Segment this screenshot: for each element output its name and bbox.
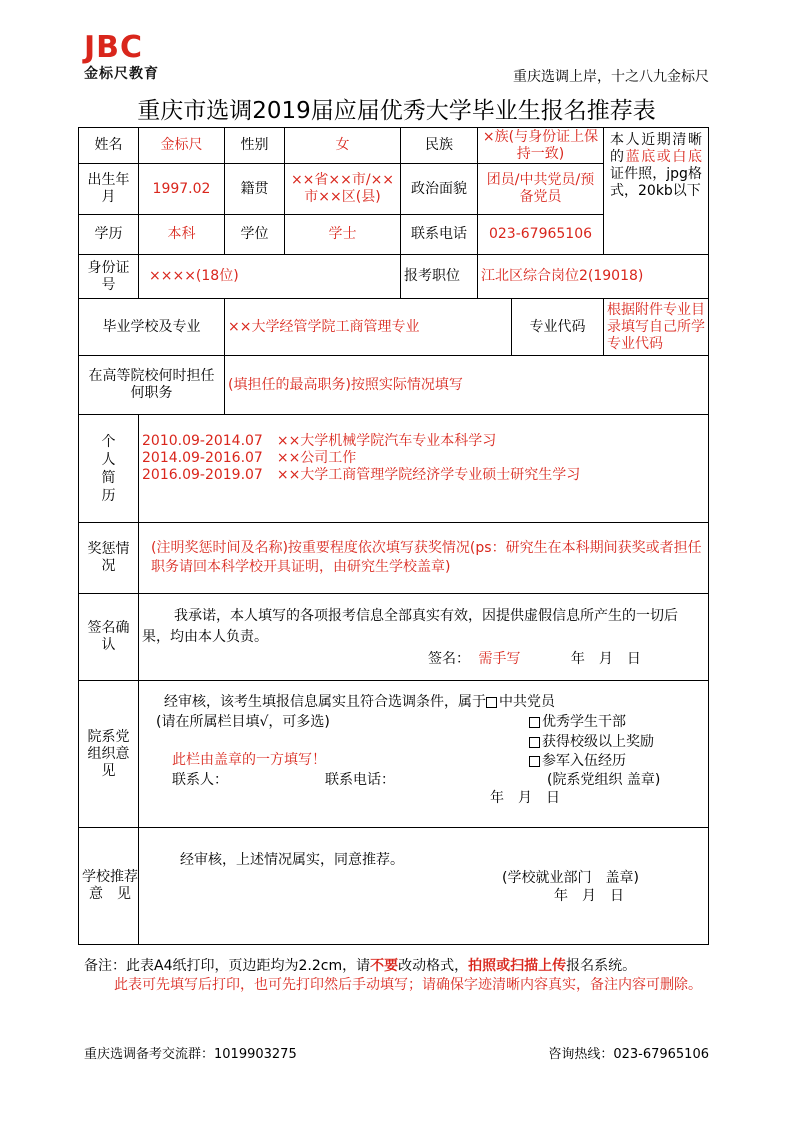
slogan: 重庆选调上岸，十之八九金标尺 <box>513 69 709 85</box>
sign-date: 年 月 日 <box>570 651 641 667</box>
sign-value[interactable]: 需手写 <box>478 651 521 667</box>
native-label: 籍贯 <box>225 164 285 215</box>
page-title: 重庆市选调2019届应届优秀大学毕业生报名推荐表 <box>137 98 656 124</box>
note1-part-a: 备注：此表A4纸打印，页边距均为2.2cm，请 <box>84 958 371 974</box>
logo-letters: JBC <box>84 30 144 65</box>
option-student-cadre: 优秀学生干部 <box>542 714 626 730</box>
checkbox-award[interactable] <box>529 737 540 748</box>
degree-value[interactable]: 学士 <box>285 215 401 255</box>
gender-value[interactable]: 女 <box>285 128 401 164</box>
school-recommend-label-text: 学校推荐意 见 <box>82 869 138 902</box>
school-seal: (学校就业部门 盖章) <box>502 870 639 886</box>
school-recommend-block[interactable] <box>139 828 709 945</box>
option-party-member: 中共党员 <box>499 694 555 710</box>
promise-text: 我承诺，本人填写的各项报考信息全部真实有效，因提供虚假信息所产生的一切后果，均由本人负责。 <box>142 608 678 645</box>
option-row-4 <box>529 753 626 770</box>
school-date: 年 月 日 <box>554 888 624 904</box>
name-value[interactable]: 金标尺 <box>139 128 225 164</box>
note1-part-b: 不要 <box>370 958 399 974</box>
ethnic-label: 民族 <box>401 128 478 164</box>
school-major-value[interactable]: ××大学经管学院工商管理专业 <box>225 299 512 356</box>
native-value[interactable]: ××省××市/××市××区(县) <box>285 164 401 215</box>
id-label: 身份证号 <box>79 255 139 299</box>
dept-date: 年 月 日 <box>490 790 560 806</box>
note1-part-d: 拍照或扫描上传 <box>468 958 567 974</box>
note1-part-c: 改动格式， <box>398 958 469 974</box>
duty-label: 在高等院校何时担任何职务 <box>79 356 225 415</box>
application-form <box>78 127 709 945</box>
sign-label: 签名确认 <box>79 594 139 681</box>
resume-label <box>79 415 139 523</box>
dept-label: 院系党组织意见 <box>79 681 139 828</box>
dept-seal: (院系党组织 盖章) <box>547 772 661 788</box>
dept-hint: (请在所属栏目填√，可多选) <box>156 714 330 730</box>
sign-label-text: 签名： <box>428 651 470 667</box>
education-label: 学历 <box>79 215 139 255</box>
jbc-logo <box>84 30 176 82</box>
note-line-2: 此表可先填写后打印，也可先打印然后手动填写；请确保字迹清晰内容真实，备注内容可删除。 <box>114 977 702 993</box>
dept-line-1-text: 经审核，该考生填报信息属实且符合选调条件，属于 <box>164 694 486 710</box>
sign-block[interactable] <box>139 594 709 681</box>
contact-label: 联系电话 <box>401 215 478 255</box>
note1-part-e: 报名系统。 <box>566 958 637 974</box>
option-row-3 <box>529 734 654 751</box>
dept-red-note: 此栏由盖章的一方填写！ <box>172 752 326 768</box>
awards-value[interactable]: (注明奖惩时间及名称)按重要程度依次填写获奖情况(ps：研究生在本科期间获奖或者担任职务请回本科学校开具证明，由研究生学校盖章) <box>139 523 709 594</box>
school-major-label: 毕业学校及专业 <box>79 299 225 356</box>
resume-label-text: 个人简历 <box>101 433 116 504</box>
birth-value[interactable]: 1997.02 <box>139 164 225 215</box>
gender-label: 性别 <box>225 128 285 164</box>
resume-line-1: 2010.09-2014.07 ××大学机械学院汽车专业本科学习 <box>142 433 497 449</box>
major-code-label: 专业代码 <box>512 299 604 356</box>
major-code-value[interactable]: 根据附件专业目录填写自己所学专业代码 <box>604 299 709 356</box>
logo-subtitle: 金标尺教育 <box>84 66 159 82</box>
position-value[interactable]: 江北区综合岗位2(19018) <box>478 255 709 299</box>
id-value[interactable]: ××××(18位) <box>139 255 401 299</box>
dept-block[interactable] <box>139 681 709 828</box>
ethnic-value[interactable]: ×族(与身份证上保持一致) <box>478 128 604 164</box>
school-recommend-label <box>79 828 139 945</box>
birth-label: 出生年月 <box>79 164 139 215</box>
position-label: 报考职位 <box>401 255 478 299</box>
checkbox-student-cadre[interactable] <box>529 717 540 728</box>
footer-hotline: 咨询热线：023-67965106 <box>548 1047 709 1062</box>
dept-contact-phone: 联系电话： <box>325 772 395 788</box>
footer-group: 重庆选调备考交流群：1019903275 <box>84 1047 297 1062</box>
degree-label: 学位 <box>225 215 285 255</box>
contact-value[interactable]: 023-67965106 <box>478 215 604 255</box>
dept-contact-person: 联系人： <box>172 772 228 788</box>
photo-text-2: 证件照，jpg格式，20kb以下 <box>610 166 702 199</box>
note-line-1 <box>84 955 636 975</box>
awards-label: 奖惩情况 <box>79 523 139 594</box>
political-value[interactable]: 团员/中共党员/预备党员 <box>478 164 604 215</box>
name-label: 姓名 <box>79 128 139 164</box>
checkbox-military[interactable] <box>529 756 540 767</box>
resume-line-2: 2014.09-2016.07 ××公司工作 <box>142 450 357 466</box>
option-award: 获得校级以上奖励 <box>542 734 654 750</box>
education-value[interactable]: 本科 <box>139 215 225 255</box>
sign-line <box>142 648 705 670</box>
photo-box[interactable] <box>604 128 709 255</box>
photo-text-1: 本人近期清晰的 <box>610 132 702 165</box>
photo-highlight: 蓝底或白底 <box>625 149 703 165</box>
checkbox-party-member[interactable] <box>486 697 497 708</box>
option-row-2 <box>529 714 626 731</box>
political-label: 政治面貌 <box>401 164 478 215</box>
duty-value[interactable]: (填担任的最高职务)按照实际情况填写 <box>225 356 709 415</box>
resume-line-3: 2016.09-2019.07 ××大学工商管理学院经济学专业硕士研究生学习 <box>142 467 581 483</box>
dept-line-1 <box>164 694 555 711</box>
resume-value[interactable] <box>139 415 709 523</box>
school-recommend-text: 经审核，上述情况属实，同意推荐。 <box>180 852 404 868</box>
option-military: 参军入伍经历 <box>542 753 626 769</box>
